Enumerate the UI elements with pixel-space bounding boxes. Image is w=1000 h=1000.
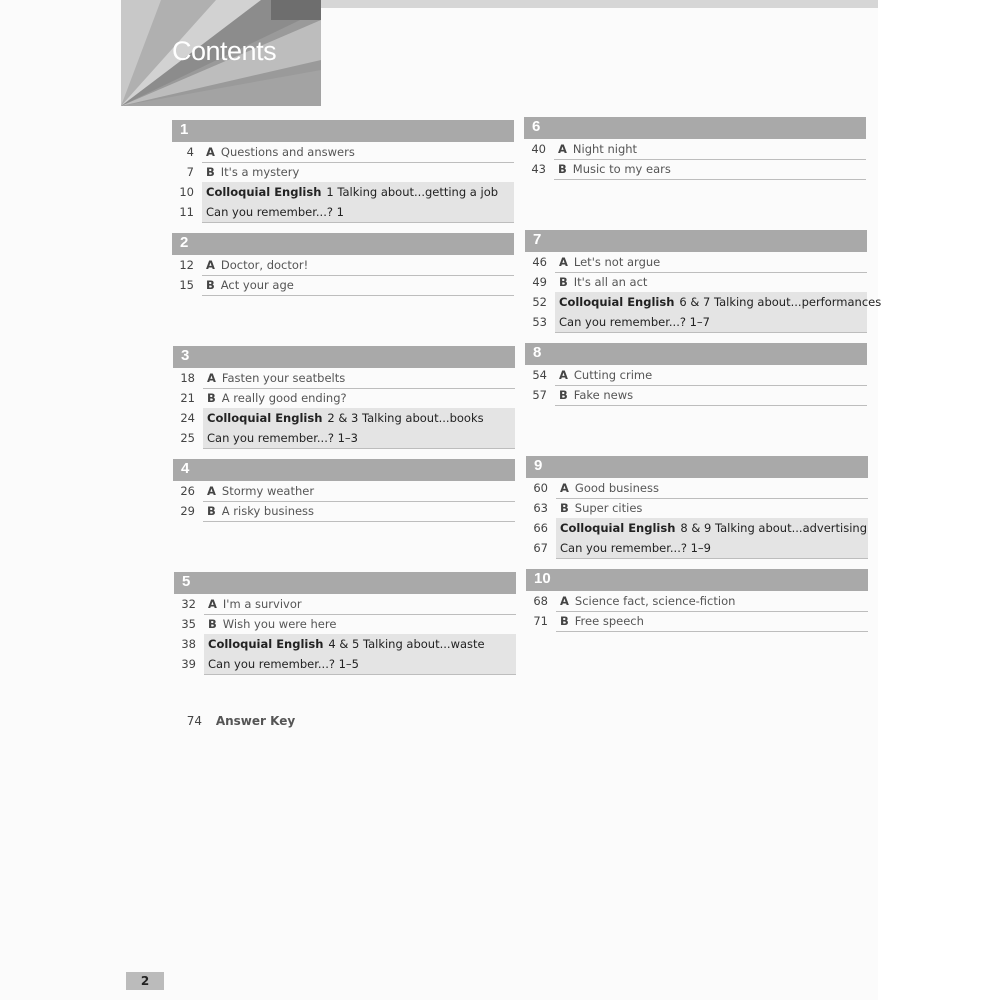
unit-number: 4 — [181, 460, 190, 477]
lesson-letter: A — [559, 255, 568, 269]
lesson-letter: B — [207, 504, 216, 518]
lesson-letter: A — [560, 594, 569, 608]
entry-page-number: 46 — [532, 255, 547, 269]
unit-block — [173, 346, 515, 448]
lesson-letter: B — [206, 278, 215, 292]
section-label: Colloquial English — [207, 411, 323, 425]
entry-title: Can you remember...? 1–3 — [207, 431, 358, 445]
entry-page-number: 32 — [181, 597, 196, 611]
unit-block — [174, 572, 516, 674]
contents-entry[interactable] — [173, 481, 515, 501]
unit-block — [526, 569, 868, 631]
unit-number: 1 — [180, 121, 189, 138]
entry-title: A risky business — [221, 504, 315, 518]
contents-entry[interactable] — [174, 594, 516, 614]
entry-page-number: 12 — [179, 258, 194, 272]
entry-title: Let's not argue — [573, 255, 661, 269]
unit-header — [173, 346, 515, 368]
entry-page-number: 29 — [180, 504, 195, 518]
unit-header — [525, 230, 867, 252]
lesson-letter: A — [207, 371, 216, 385]
contents-entry[interactable] — [526, 518, 868, 538]
contents-entry[interactable] — [174, 654, 516, 674]
contents-entry[interactable] — [174, 614, 516, 634]
contents-entry[interactable] — [525, 252, 867, 272]
entry-page-number: 40 — [531, 142, 546, 156]
entry-title-cell — [202, 202, 514, 223]
entry-title-cell — [203, 368, 515, 389]
entry-title: Fake news — [573, 388, 634, 402]
entry-title: Can you remember...? 1–5 — [208, 657, 359, 671]
unit-header — [173, 459, 515, 481]
entry-title-cell — [202, 162, 514, 183]
entry-page-number: 53 — [532, 315, 547, 329]
unit-block — [525, 343, 867, 405]
entry-page-number: 38 — [181, 637, 196, 651]
entry-title-cell — [555, 292, 882, 313]
entry-page-number: 26 — [180, 484, 195, 498]
entry-title: Free speech — [574, 614, 644, 628]
unit-block — [172, 120, 514, 222]
entry-title-cell — [556, 611, 868, 632]
entry-title-cell — [202, 275, 514, 296]
entry-title-cell — [203, 481, 515, 502]
entry-page-number: 66 — [533, 521, 548, 535]
entry-title-cell — [556, 478, 868, 499]
entry-title: 2 & 3 Talking about...books — [327, 411, 484, 425]
section-label: Colloquial English — [559, 295, 675, 309]
unit-block — [525, 230, 882, 332]
contents-entry[interactable] — [172, 162, 514, 182]
entry-title-cell — [555, 365, 867, 386]
entry-title-cell — [202, 182, 514, 203]
entry-page-number: 60 — [533, 481, 548, 495]
entry-title: Music to my ears — [572, 162, 671, 176]
contents-entry[interactable] — [173, 428, 515, 448]
lesson-letter: A — [207, 484, 216, 498]
unit-header — [174, 572, 516, 594]
unit-number: 6 — [532, 118, 541, 135]
top-rule — [300, 0, 878, 8]
entry-title: 8 & 9 Talking about...advertising — [680, 521, 868, 535]
entry-title-cell — [554, 139, 866, 160]
entry-title-cell — [203, 428, 515, 449]
contents-entry[interactable] — [526, 478, 868, 498]
lesson-letter: B — [559, 388, 568, 402]
lesson-letter: B — [559, 275, 568, 289]
entry-page-number: 49 — [532, 275, 547, 289]
entry-page-number: 54 — [532, 368, 547, 382]
unit-number: 8 — [533, 344, 542, 361]
unit-number: 9 — [534, 457, 543, 474]
contents-entry[interactable] — [172, 202, 514, 222]
contents-entry[interactable] — [525, 292, 882, 312]
lesson-letter: B — [207, 391, 216, 405]
entry-title-cell — [556, 518, 868, 539]
unit-header — [526, 456, 868, 478]
unit-number: 5 — [182, 573, 191, 590]
entry-title: I'm a survivor — [222, 597, 302, 611]
contents-entry[interactable] — [172, 275, 514, 295]
entry-title-cell — [556, 591, 868, 612]
entry-title: Stormy weather — [221, 484, 315, 498]
entry-title: A really good ending? — [221, 391, 347, 405]
entry-page-number: 63 — [533, 501, 548, 515]
entry-page-number: 39 — [181, 657, 196, 671]
entry-page-number: 4 — [186, 145, 194, 159]
page-title: Contents — [172, 36, 277, 66]
lesson-letter: B — [558, 162, 567, 176]
unit-header — [525, 343, 867, 365]
entry-title: Questions and answers — [220, 145, 355, 159]
unit-block — [173, 459, 515, 521]
entry-title: 1 Talking about...getting a job — [326, 185, 499, 199]
answer-key-page: 74 — [186, 714, 202, 728]
entry-title-cell — [203, 501, 515, 522]
entry-page-number: 24 — [180, 411, 195, 425]
answer-key-entry — [180, 714, 295, 728]
lesson-letter: B — [560, 501, 569, 515]
entry-title-cell — [202, 142, 514, 163]
entry-title: Can you remember...? 1 — [206, 205, 344, 219]
entry-title-cell — [556, 498, 868, 519]
entry-title-cell — [204, 614, 516, 635]
contents-entry[interactable] — [525, 365, 867, 385]
contents-entry[interactable] — [525, 272, 867, 292]
entry-title: Doctor, doctor! — [220, 258, 309, 272]
section-label: Colloquial English — [206, 185, 322, 199]
entry-page-number: 52 — [532, 295, 547, 309]
contents-entry[interactable] — [173, 368, 515, 388]
lesson-letter: A — [558, 142, 567, 156]
contents-entry[interactable] — [525, 312, 867, 332]
entry-title-cell — [204, 634, 516, 655]
entry-title-cell — [202, 255, 514, 276]
lesson-letter: A — [206, 258, 215, 272]
entry-title: Cutting crime — [573, 368, 653, 382]
section-label: Colloquial English — [560, 521, 676, 535]
entry-page-number: 35 — [181, 617, 196, 631]
entry-title: Night night — [572, 142, 638, 156]
entry-page-number: 71 — [533, 614, 548, 628]
entry-title-cell — [554, 159, 866, 180]
entry-title-cell — [555, 272, 867, 293]
contents-entry[interactable] — [173, 388, 515, 408]
unit-header — [526, 569, 868, 591]
entry-title-cell — [204, 594, 516, 615]
entry-page-number: 7 — [186, 165, 194, 179]
answer-key-label: Answer Key — [215, 714, 296, 728]
contents-entry[interactable] — [526, 498, 868, 518]
section-label: Colloquial English — [208, 637, 324, 651]
lesson-letter: B — [208, 617, 217, 631]
lesson-letter: A — [560, 481, 569, 495]
entry-title: 6 & 7 Talking about...performances — [679, 295, 882, 309]
unit-header — [524, 117, 866, 139]
contents-entry[interactable] — [172, 255, 514, 275]
unit-number: 2 — [180, 234, 189, 251]
contents-entry[interactable] — [524, 159, 866, 179]
entry-page-number: 11 — [179, 205, 194, 219]
entry-title: Fasten your seatbelts — [221, 371, 346, 385]
entry-title: Wish you were here — [222, 617, 337, 631]
entry-page-number: 10 — [179, 185, 194, 199]
entry-title: It's all an act — [573, 275, 648, 289]
entry-page-number: 15 — [179, 278, 194, 292]
unit-block — [526, 456, 868, 558]
entry-title: Good business — [574, 481, 659, 495]
entry-page-number: 25 — [180, 431, 195, 445]
entry-title: Science fact, science-fiction — [574, 594, 736, 608]
entry-page-number: 21 — [180, 391, 195, 405]
lesson-letter: A — [206, 145, 215, 159]
unit-number: 3 — [181, 347, 190, 364]
entry-title: Can you remember...? 1–9 — [560, 541, 711, 555]
contents-entry[interactable] — [172, 182, 514, 202]
page-margin — [878, 0, 1000, 1000]
unit-number: 10 — [534, 570, 551, 587]
contents-entry[interactable] — [172, 142, 514, 162]
entry-title-cell — [555, 385, 867, 406]
entry-title-cell — [203, 388, 515, 409]
entry-title: Act your age — [220, 278, 294, 292]
page-number: 2 — [126, 972, 164, 990]
lesson-letter: B — [560, 614, 569, 628]
lesson-letter: A — [208, 597, 217, 611]
unit-block — [524, 117, 866, 179]
entry-title-cell — [203, 408, 515, 429]
contents-entry[interactable] — [526, 611, 868, 631]
contents-entry[interactable] — [526, 538, 868, 558]
contents-entry[interactable] — [173, 408, 515, 428]
unit-header — [172, 233, 514, 255]
lesson-letter: B — [206, 165, 215, 179]
entry-title-cell — [555, 312, 867, 333]
contents-entry[interactable] — [174, 634, 516, 654]
contents-entry[interactable] — [524, 139, 866, 159]
contents-entry[interactable] — [526, 591, 868, 611]
lesson-letter: A — [559, 368, 568, 382]
contents-entry[interactable] — [525, 385, 867, 405]
entry-page-number: 57 — [532, 388, 547, 402]
entry-title: 4 & 5 Talking about...waste — [328, 637, 485, 651]
entry-page-number: 43 — [531, 162, 546, 176]
entry-title: It's a mystery — [220, 165, 300, 179]
entry-title-cell — [204, 654, 516, 675]
entry-title-cell — [555, 252, 867, 273]
entry-title: Can you remember...? 1–7 — [559, 315, 710, 329]
entry-title-cell — [556, 538, 868, 559]
entry-page-number: 68 — [533, 594, 548, 608]
contents-entry[interactable] — [173, 501, 515, 521]
unit-header — [172, 120, 514, 142]
entry-title: Super cities — [574, 501, 643, 515]
unit-number: 7 — [533, 231, 542, 248]
entry-page-number: 67 — [533, 541, 548, 555]
entry-page-number: 18 — [180, 371, 195, 385]
unit-block — [172, 233, 514, 295]
